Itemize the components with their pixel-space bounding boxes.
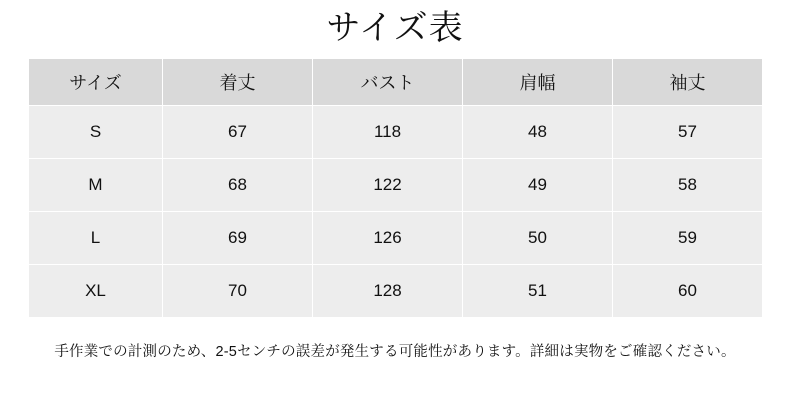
cell-length: 69 <box>163 212 313 265</box>
size-table <box>28 58 763 318</box>
cell-size: XL <box>29 265 163 318</box>
cell-size: S <box>29 106 163 159</box>
column-header-bust: バスト <box>313 59 463 106</box>
cell-shoulder: 48 <box>463 106 613 159</box>
cell-sleeve: 58 <box>613 159 763 212</box>
cell-sleeve: 59 <box>613 212 763 265</box>
cell-bust: 118 <box>313 106 463 159</box>
column-header-size: サイズ <box>29 59 163 106</box>
table-header <box>29 59 763 106</box>
cell-shoulder: 50 <box>463 212 613 265</box>
column-header-sleeve: 袖丈 <box>613 59 763 106</box>
cell-bust: 122 <box>313 159 463 212</box>
cell-length: 68 <box>163 159 313 212</box>
table-body <box>29 106 763 318</box>
cell-length: 67 <box>163 106 313 159</box>
size-table-container <box>28 58 762 318</box>
cell-size: M <box>29 159 163 212</box>
cell-shoulder: 51 <box>463 265 613 318</box>
cell-size: L <box>29 212 163 265</box>
page-title: サイズ表 <box>326 9 464 47</box>
table-header-row <box>29 59 763 106</box>
cell-bust: 126 <box>313 212 463 265</box>
table-row <box>29 212 763 265</box>
cell-length: 70 <box>163 265 313 318</box>
measurement-note: 手作業での計測のため、2-5センチの誤差が発生する可能性があります。詳細は実物をご確認ください。 <box>54 344 736 360</box>
table-row <box>29 159 763 212</box>
table-row <box>29 265 763 318</box>
table-row <box>29 106 763 159</box>
cell-sleeve: 57 <box>613 106 763 159</box>
column-header-shoulder: 肩幅 <box>463 59 613 106</box>
column-header-length: 着丈 <box>163 59 313 106</box>
cell-sleeve: 60 <box>613 265 763 318</box>
cell-shoulder: 49 <box>463 159 613 212</box>
cell-bust: 128 <box>313 265 463 318</box>
